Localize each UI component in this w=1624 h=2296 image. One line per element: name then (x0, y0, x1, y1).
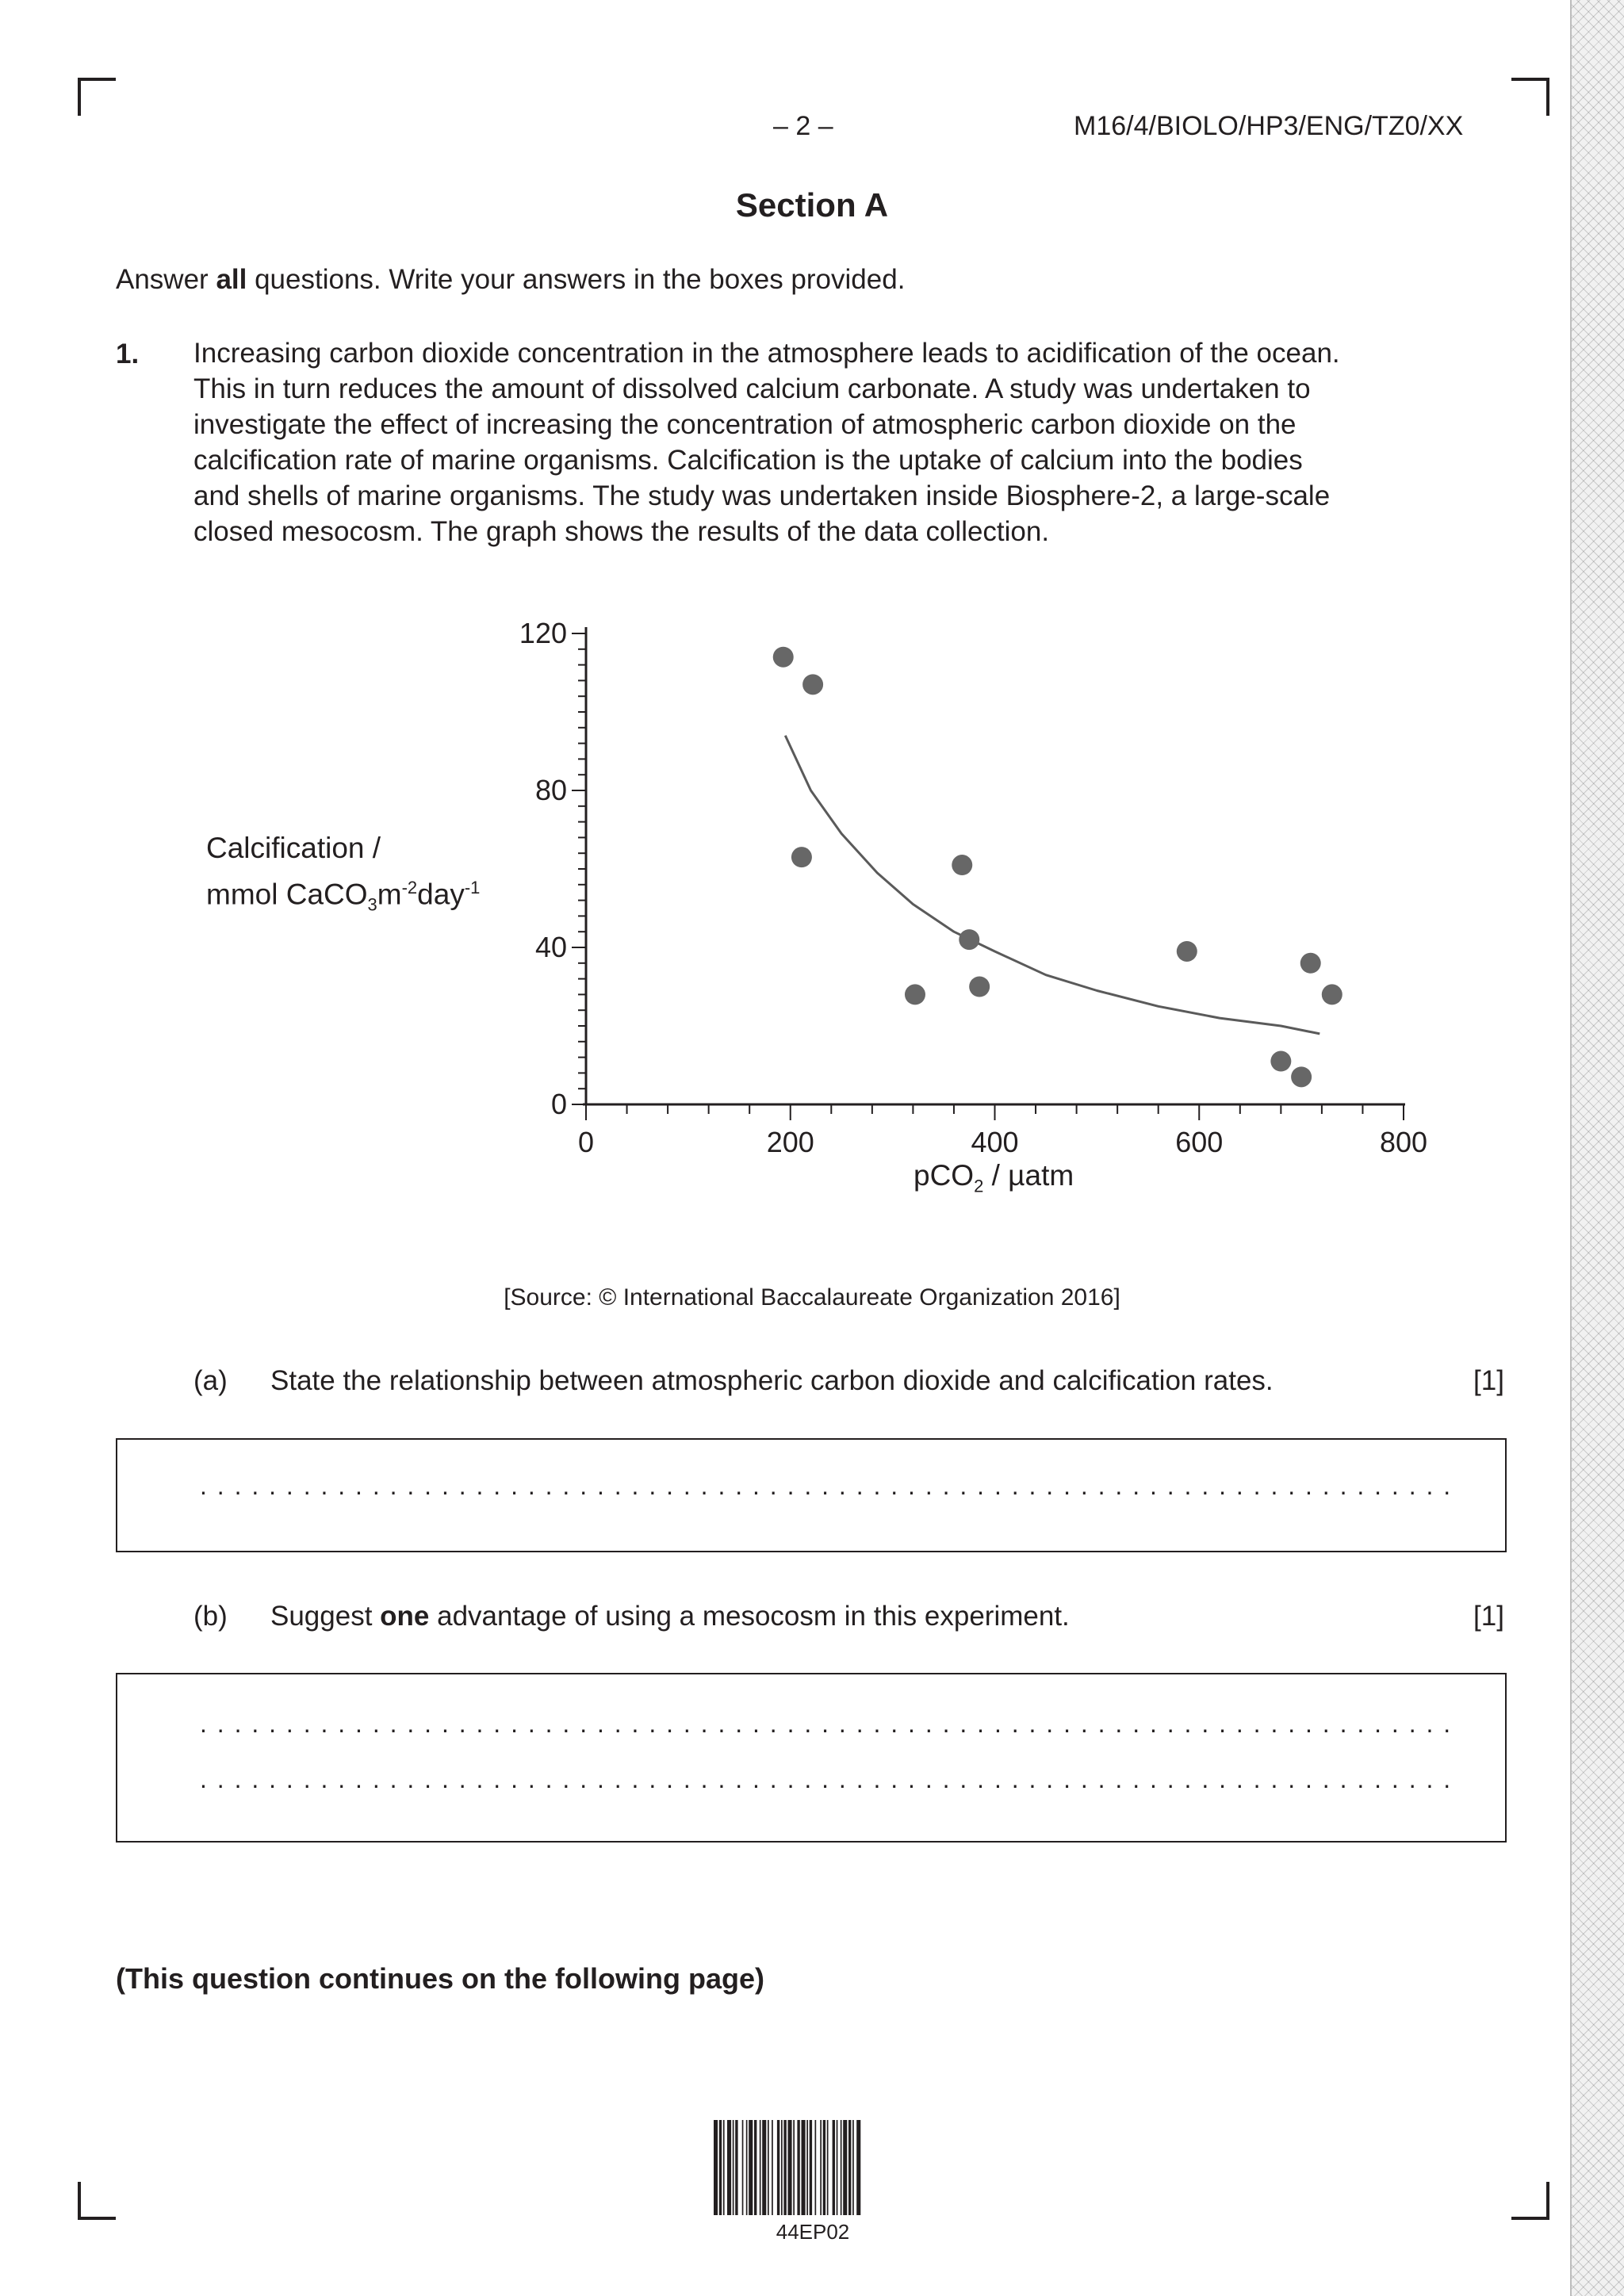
answer-line[interactable]: . . . . . . . . . . . . . . . . . . . . . . . . . . . . . . . . . . . . . . . . . . . . . . . . . . . . . . . . . . . . . . . . . . . . . . . . . (200, 1709, 1453, 1738)
barcode-bar (823, 2120, 825, 2215)
source-credit: [Source: © International Baccalaureate Organization 2016] (504, 1284, 1120, 1311)
question-line: calcification rate of marine organisms. Calcification is the uptake of calcium into the bodies (193, 445, 1303, 476)
chart-data-point (969, 977, 990, 997)
barcode-bar (806, 2120, 808, 2215)
barcode-bar (852, 2120, 854, 2215)
question-line: This in turn reduces the amount of dissolved calcium carbonate. A study was undertaken to (193, 373, 1311, 404)
chart-data-point (1270, 1051, 1291, 1072)
chart-x-axis-label: pCO$_2$ / µatm (914, 1159, 1074, 1196)
barcode-bar (735, 2120, 737, 2215)
part-a-marks: [1] (1473, 1365, 1504, 1396)
continuation-note: (This question continues on the following page) (116, 1962, 764, 1995)
barcode-bar (754, 2120, 756, 2215)
y-tick-label: 0 (550, 1088, 567, 1120)
barcode-bar (714, 2120, 718, 2215)
barcode-bar (848, 2120, 851, 2215)
question-line: Increasing carbon dioxide concentration in the atmosphere leads to acidification of the ocean. (193, 338, 1340, 369)
page-number: – 2 – (773, 111, 833, 141)
barcode-bar (843, 2120, 847, 2215)
barcode-bar (781, 2120, 783, 2215)
barcode (714, 2120, 912, 2218)
answer-line[interactable]: . . . . . . . . . . . . . . . . . . . . . . . . . . . . . . . . . . . . . . . . . . . . . . . . . . . . . . . . . . . . . . . . . . . . . . . . . (200, 1765, 1453, 1793)
barcode-bar (815, 2120, 817, 2215)
chart-points-group (773, 647, 1342, 1088)
barcode-bar (760, 2120, 761, 2215)
question-line: investigate the effect of increasing the concentration of atmospheric carbon dioxide on the (193, 409, 1297, 440)
barcode-bar (793, 2120, 795, 2215)
barcode-bar (762, 2120, 766, 2215)
chart-data-point (1177, 941, 1197, 962)
barcode-text: 44EP02 (776, 2220, 850, 2244)
paper-code: M16/4/BIOLO/HP3/ENG/TZ0/XX (1074, 111, 1464, 141)
barcode-bar (802, 2120, 806, 2215)
chart-trend-curve-group (785, 736, 1320, 1034)
chart-data-point (1291, 1066, 1312, 1087)
barcode-bar (856, 2120, 860, 2215)
instructions: Answer all questions. Write your answers in the boxes provided. (116, 264, 906, 295)
barcode-bar (772, 2120, 773, 2215)
chart-data-point (905, 984, 925, 1004)
barcode-bar (749, 2120, 753, 2215)
chart-data-point (791, 847, 812, 867)
chart-data-point (959, 929, 979, 950)
x-tick-label: 600 (1175, 1126, 1224, 1158)
y-tick-label: 40 (534, 931, 567, 963)
question-line: and shells of marine organisms. The study was undertaken inside Biosphere-2, a large-scale (193, 480, 1331, 511)
barcode-bar (746, 2120, 748, 2215)
barcode-bar (797, 2120, 799, 2215)
barcode-bar (768, 2120, 769, 2215)
part-a-label: (a) (193, 1365, 228, 1396)
part-b-marks: [1] (1473, 1601, 1504, 1632)
barcode-bar (719, 2120, 722, 2215)
section-title: Section A (735, 186, 889, 224)
chart-data-point (802, 674, 823, 695)
y-tick-label: 120 (519, 617, 567, 649)
x-tick-label: 0 (577, 1126, 595, 1158)
y-tick-label: 80 (534, 774, 567, 806)
chart-data-point (1322, 984, 1342, 1004)
question-line: closed mesocosm. The graph shows the results of the data collection. (193, 516, 1050, 547)
part-a-text: State the relationship between atmospheric carbon dioxide and calcification rates. (270, 1365, 1274, 1396)
part-b-label: (b) (193, 1601, 228, 1632)
barcode-bar (733, 2120, 734, 2215)
answer-line[interactable]: . . . . . . . . . . . . . . . . . . . . . . . . . . . . . . . . . . . . . . . . . . . . . . . . . . . . . . . . . . . . . . . . . . . . . . . . . (200, 1471, 1453, 1500)
barcode-bar (742, 2120, 744, 2215)
question-number: 1. (116, 339, 140, 369)
barcode-bar (810, 2120, 812, 2215)
barcode-bar (837, 2120, 838, 2215)
barcode-bar (727, 2120, 731, 2215)
barcode-bar (777, 2120, 779, 2215)
part-b-text: Suggest one advantage of using a mesocosm in this experiment. (270, 1601, 1070, 1632)
crop-mark-bottom-right (1511, 2182, 1549, 2220)
chart-data-point (773, 647, 794, 668)
chart-y-axis-label: Calcification / mmol $CaCO_3m^{-2}day^{-1}$ (206, 832, 481, 915)
barcode-bar (820, 2120, 822, 2215)
barcode-bar (723, 2120, 725, 2215)
barcode-bar (783, 2120, 786, 2215)
barcode-bar (788, 2120, 792, 2215)
barcode-bar (833, 2120, 835, 2215)
chart-data-point (1300, 953, 1321, 974)
barcode-bar (827, 2120, 829, 2215)
chart-data-point (952, 855, 972, 875)
x-tick-label: 200 (766, 1126, 814, 1158)
barcode-bar (841, 2120, 842, 2215)
x-tick-label: 400 (971, 1126, 1019, 1158)
x-tick-label: 800 (1379, 1126, 1428, 1158)
answer-box-b[interactable] (116, 1673, 1507, 1843)
crop-mark-bottom-left (78, 2182, 116, 2220)
chart-trend-curve (785, 736, 1320, 1034)
